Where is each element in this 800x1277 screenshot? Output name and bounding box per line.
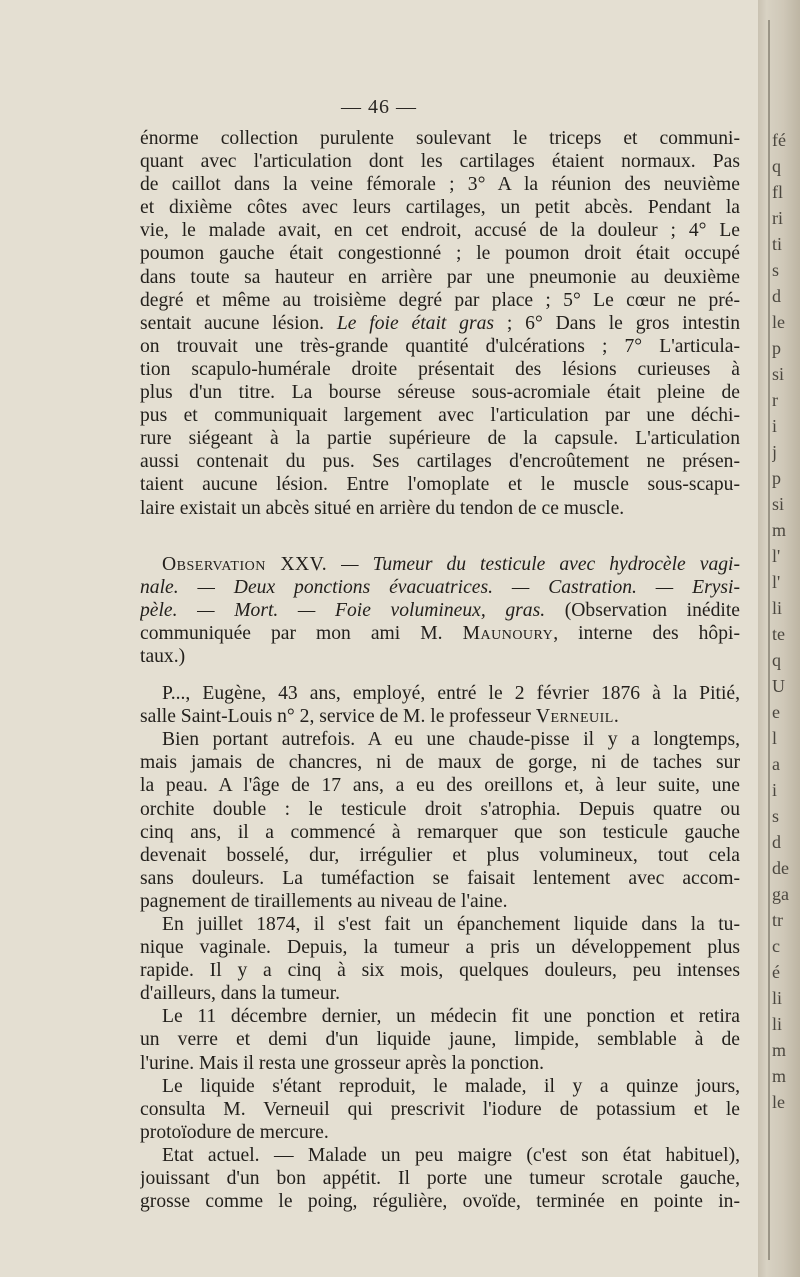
text-line: d'ailleurs, dans la tumeur.: [140, 983, 340, 1005]
facing-page-glyph: te: [772, 624, 785, 644]
text-line: et dixième côtes avec leurs cartilages, un petit abcès. Pendant la: [140, 197, 740, 219]
text-line: protoïodure de mercure.: [140, 1121, 329, 1143]
facing-page-glyph: d: [772, 286, 781, 306]
facing-page-glyph: r: [772, 390, 778, 410]
text-span: , interne des hôpi-: [553, 622, 740, 644]
facing-page-glyph: a: [772, 754, 780, 774]
text-line: [140, 705, 740, 728]
facing-page-glyph: de: [772, 858, 789, 878]
facing-page-glyph: tr: [772, 910, 783, 930]
observation-title-line: nale. — Deux ponctions évacuatrices. — Castration. — Erysi-: [140, 576, 740, 598]
facing-page-glyph: p: [772, 468, 781, 488]
facing-page-glyph: i: [772, 416, 778, 436]
section-gap: [140, 668, 740, 682]
text-line: jouissant d'un bon appétit. Il porte une tumeur scrotale gauche,: [140, 1168, 740, 1190]
facing-page-glyph: si: [772, 494, 785, 514]
facing-page-glyph: m: [772, 1066, 787, 1086]
text-line: poumon gauche était congestionné ; le poumon droit était occupé: [140, 243, 740, 265]
text-line: un verre et demi d'un liquide jaune, limpide, semblable à de: [140, 1029, 740, 1051]
facing-page-glyph: ti: [772, 234, 783, 254]
facing-page-glyph: m: [772, 1040, 787, 1060]
facing-page-glyph: l: [772, 728, 778, 748]
observation-title-line: [140, 599, 740, 622]
italic-phrase: Le foie était gras: [336, 312, 495, 334]
text-line: Le 11 décembre dernier, un médecin fit une ponction et retira: [162, 1006, 740, 1028]
text-line: Bien portant autrefois. A eu une chaude-pisse il y a longtemps,: [162, 729, 740, 751]
text-line: vie, le malade avait, en cet endroit, accusé de la douleur ; 4° Le: [140, 220, 740, 242]
text-line: pus et communiquait largement avec l'articulation par une déchi-: [140, 405, 740, 427]
text-span: salle Saint-Louis n° 2, service de M. le professeur: [140, 706, 536, 728]
text-line: la peau. A l'âge de 17 ans, a eu des oreillons et, à leur suite, une: [140, 775, 740, 797]
text-line: En juillet 1874, il s'est fait un épanchement liquide dans la tu-: [162, 914, 740, 935]
text-span: communiquée par mon ami M.: [140, 622, 463, 644]
section-gap: [140, 520, 740, 553]
gutter-rule: [768, 20, 770, 1260]
text-line: [140, 622, 740, 645]
facing-page-glyph: U: [772, 676, 785, 696]
page-number: — 46 —: [341, 96, 417, 118]
facing-page-glyph: q: [772, 156, 781, 176]
text-line: tion scapulo-humérale droite présentait des lésions curieuses à: [140, 358, 740, 380]
facing-page-glyph: ga: [772, 884, 789, 904]
facing-page-glyph: si: [772, 364, 785, 384]
text-line: mais jamais de chancres, ni de maux de gorge, ni de taches sur: [140, 752, 740, 774]
text-line: taux.): [140, 645, 186, 667]
facing-page-glyph: d: [772, 832, 781, 852]
author-name: Maunoury: [462, 622, 554, 644]
facing-page-glyph: le: [772, 312, 785, 332]
facing-page-glyph: le: [772, 1092, 785, 1112]
facing-page-glyph: li: [772, 1014, 783, 1034]
text-line: orchite double : le testicule droit s'atrophia. Depuis quatre ou: [140, 798, 740, 820]
text-line: aussi contenait du pus. Ses cartilages d'encroûtement ne présen-: [140, 451, 740, 473]
text-line: Etat actuel. — Malade un peu maigre (c'est son état habituel),: [162, 1144, 740, 1166]
facing-page-glyph: s: [772, 260, 780, 280]
text-line: l'urine. Mais il resta une grosseur après la ponction.: [140, 1052, 545, 1074]
text-span: sentait aucune lésion.: [140, 312, 337, 334]
observation-title: — Tumeur du testicule avec hydrocèle vagi-: [327, 553, 740, 575]
text-line: grosse comme le poing, régulière, ovoïde, terminée en pointe in-: [140, 1191, 740, 1213]
facing-page-glyph: j: [772, 442, 778, 462]
text-line: Le liquide s'étant reproduit, le malade, il y a quinze jours,: [162, 1075, 740, 1097]
text-line: on trouvait une très-grande quantité d'ulcérations ; 7° L'articula-: [140, 335, 740, 357]
text-line: énorme collection purulente soulevant le triceps et communi-: [140, 128, 740, 149]
text-span: ; 6° Dans le gros intestin: [494, 312, 740, 334]
facing-page-glyph: m: [772, 520, 787, 540]
text-line: P..., Eugène, 43 ans, employé, entré le 2 février 1876 à la Pitié,: [162, 683, 740, 705]
text-line: devenait bosselé, dur, irrégulier et plus volumineux, tout cela: [140, 844, 740, 866]
text-line: de caillot dans la veine fémorale ; 3° A la réunion des neuvième: [140, 174, 740, 196]
facing-page-glyph: ri: [772, 208, 783, 228]
text-line: cinq ans, il a commencé à remarquer que son testicule gauche: [140, 821, 740, 843]
text-line: sans douleurs. La tuméfaction se faisait lentement avec accom-: [140, 867, 740, 889]
facing-page-glyph: é: [772, 962, 780, 982]
text-line: rure siégeant à la partie supérieure de la capsule. L'articulation: [140, 428, 740, 450]
observation-label: Observation XXV.: [162, 553, 328, 575]
text-span: .: [613, 706, 619, 728]
facing-page-glyph: c: [772, 936, 780, 956]
text-span: (Observation inédite: [545, 599, 740, 621]
text-line: degré et même au troisième degré par place ; 5° Le cœur ne pré-: [140, 289, 740, 311]
text-line: rapide. Il y a cinq à six mois, quelques douleurs, peu intenses: [140, 960, 740, 982]
facing-page-glyph: fé: [772, 130, 786, 150]
facing-page-glyph: li: [772, 598, 783, 618]
facing-page-glyph: li: [772, 988, 783, 1008]
observation-heading: [140, 553, 740, 576]
facing-page-glyph: fl: [772, 182, 783, 202]
page-text: [140, 127, 740, 1213]
facing-page-glyph: l': [772, 572, 781, 592]
observation-title: pèle. — Mort. — Foie volumineux, gras.: [140, 599, 546, 621]
professor-name: Verneuil: [535, 706, 614, 728]
facing-page-glyph: p: [772, 338, 781, 358]
text-line: consulta M. Verneuil qui prescrivit l'iodure de potassium et le: [140, 1098, 740, 1120]
text-line: dans toute sa hauteur en arrière par une pneumonie au deuxième: [140, 266, 740, 288]
facing-page-glyph: i: [772, 780, 778, 800]
text-line: quant avec l'articulation dont les cartilages étaient normaux. Pas: [140, 151, 740, 173]
facing-page-glyph: l': [772, 546, 781, 566]
facing-page-glyph: q: [772, 650, 781, 670]
text-line: taient aucune lésion. Entre l'omoplate et le muscle sous-scapu-: [140, 474, 740, 496]
text-line: [140, 312, 740, 335]
facing-page-glyph: e: [772, 702, 780, 722]
facing-page-glyph: s: [772, 806, 780, 826]
text-line: plus d'un titre. La bourse séreuse sous-acromiale était pleine de: [140, 382, 740, 404]
text-line: laire existait un abcès situé en arrière du tendon de ce muscle.: [140, 497, 625, 519]
text-line: pagnement de tiraillements au niveau de l'aine.: [140, 890, 508, 912]
text-line: nique vaginale. Depuis, la tumeur a pris un développement plus: [140, 937, 740, 959]
